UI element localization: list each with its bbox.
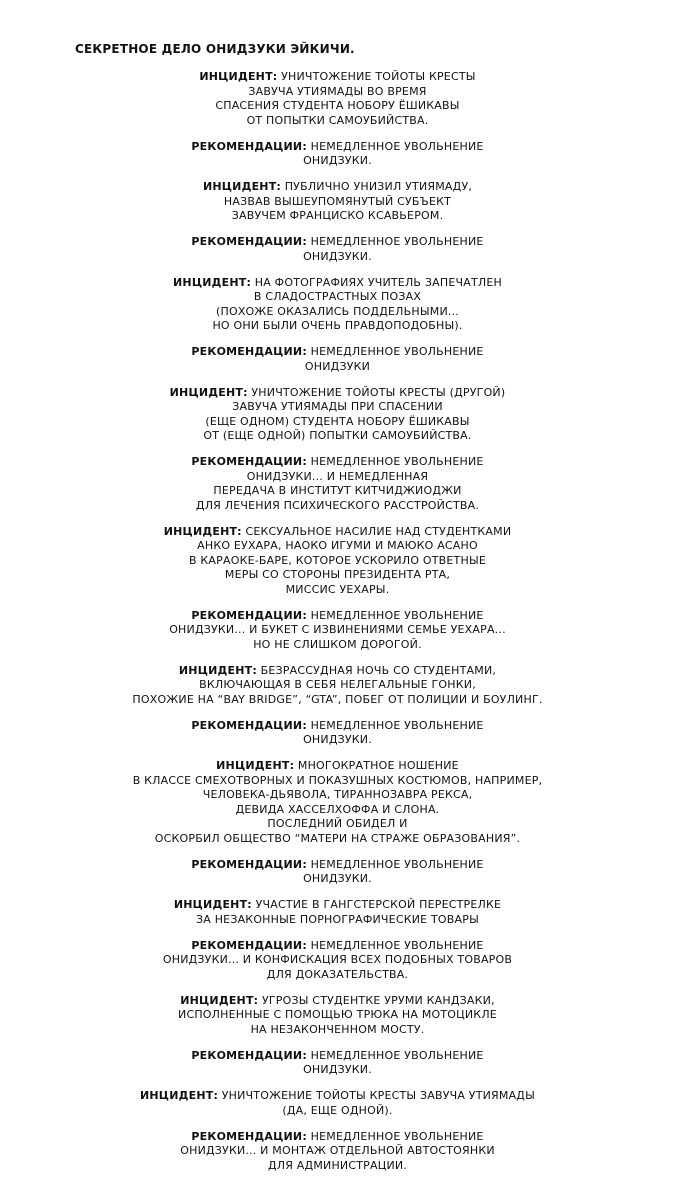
- recommendation-entry: [0, 719, 675, 748]
- incident-entry: [0, 664, 675, 708]
- incident-entry: [0, 70, 675, 128]
- incident-entry: [0, 180, 675, 224]
- entry-line: [0, 678, 675, 693]
- entry-text: НАЗВАВ ВЫШЕУПОМЯНУТЫЙ СУБЪЕКТ: [223, 194, 452, 208]
- entry-label: ИНЦИДЕНТ:: [178, 663, 257, 677]
- entry-label: РЕКОМЕНДАЦИИ:: [191, 718, 307, 732]
- entry-line: [0, 832, 675, 847]
- entry-text: НО ОНИ БЫЛИ ОЧЕНЬ ПРАВДОПОДОБНЫ).: [212, 319, 463, 332]
- document-title: СЕКРЕТНОЕ ДЕЛО ОНИДЗУКИ ЭЙКИЧИ.: [75, 42, 355, 56]
- entry-line: [0, 1159, 675, 1174]
- entry-line: [0, 429, 675, 444]
- entry-text: АНКО ЕУХАРА, НАОКО ИГУМИ И МАЮКО АСАНО: [197, 539, 478, 552]
- entry-text: НЕМЕДЛЕННОЕ УВОЛЬНЕНИЕ: [310, 608, 484, 622]
- recommendation-entry: [0, 1130, 675, 1174]
- entry-text: ПОСЛЕДНИЙ ОБИДЕЛ И: [267, 817, 408, 830]
- entry-line: [0, 114, 675, 129]
- entry-label: ИНЦИДЕНТ:: [173, 898, 252, 911]
- recommendation-entry: [0, 1049, 675, 1078]
- incident-entry: [0, 525, 675, 598]
- entry-text: БЕЗРАССУДНАЯ НОЧЬ СО СТУДЕНТАМИ,: [260, 663, 497, 677]
- entry-line: [0, 719, 675, 734]
- entry-text: (ПОХОЖЕ ОКАЗАЛИСЬ ПОДДЕЛЬНЫМИ...: [216, 304, 459, 318]
- entry-line: [0, 455, 675, 470]
- entry-text: СЕКСУАЛЬНОЕ НАСИЛИЕ НАД СТУДЕНТКАМИ: [245, 524, 512, 538]
- entry-line: [0, 913, 675, 928]
- entry-label: РЕКОМЕНДАЦИИ:: [191, 857, 307, 871]
- entry-line: [0, 1144, 675, 1159]
- entry-text: НЕМЕДЛЕННОЕ УВОЛЬНЕНИЕ: [310, 1048, 484, 1062]
- entry-text: ОНИДЗУКИ... И НЕМЕДЛЕННАЯ: [246, 469, 429, 483]
- entry-line: [0, 70, 675, 85]
- entry-text: В СЛАДОСТРАСТНЫХ ПОЗАХ: [253, 290, 422, 303]
- entry-text: (ДА, ЕЩЕ ОДНОЙ).: [282, 1103, 393, 1117]
- entry-label: РЕКОМЕНДАЦИИ:: [191, 455, 307, 468]
- entry-text: ОНИДЗУКИ: [304, 359, 371, 373]
- entry-line: [0, 140, 675, 155]
- entry-text: НА НЕЗАКОНЧЕННОМ МОСТУ.: [250, 1022, 425, 1036]
- entry-line: [0, 386, 675, 401]
- entry-line: [0, 85, 675, 100]
- entry-label: ИНЦИДЕНТ:: [169, 385, 248, 399]
- entry-text: ОНИДЗУКИ.: [303, 1063, 372, 1076]
- entry-text: ДЛЯ АДМИНИСТРАЦИИ.: [268, 1158, 407, 1172]
- entry-line: [0, 290, 675, 305]
- entry-line: [0, 319, 675, 334]
- entry-text: ЧЕЛОВЕКА-ДЬЯВОЛА, ТИРАННОЗАВРА РЕКСА,: [202, 788, 473, 801]
- entry-label: РЕКОМЕНДАЦИИ:: [191, 345, 307, 358]
- entry-line: [0, 609, 675, 624]
- entry-line: [0, 360, 675, 375]
- entry-text: ОСКОРБИЛ ОБЩЕСТВО “МАТЕРИ НА СТРАЖЕ ОБРАЗОВАНИЯ”.: [154, 831, 521, 845]
- entry-line: [0, 470, 675, 485]
- entry-line: [0, 733, 675, 748]
- entry-text: НЕМЕДЛЕННОЕ УВОЛЬНЕНИЕ: [310, 345, 484, 358]
- entry-line: [0, 803, 675, 818]
- entry-label: ИНЦИДЕНТ:: [202, 180, 281, 193]
- entry-text: НО НЕ СЛИШКОМ ДОРОГОЙ.: [253, 637, 422, 651]
- incident-entry: [0, 759, 675, 846]
- entry-text: ИСПОЛНЕННЫЕ С ПОМОЩЬЮ ТРЮКА НА МОТОЦИКЛЕ: [178, 1008, 497, 1021]
- entry-line: [0, 195, 675, 210]
- entry-line: [0, 872, 675, 887]
- entry-line: [0, 1049, 675, 1064]
- entry-text: НЕМЕДЛЕННОЕ УВОЛЬНЕНИЕ: [310, 938, 484, 952]
- entry-text: ПОХОЖИЕ НА “BAY BRIDGE”, “GTA”, ПОБЕГ ОТ ПОЛИЦИИ И БОУЛИНГ.: [132, 692, 543, 706]
- entry-line: [0, 250, 675, 265]
- entry-line: [0, 539, 675, 554]
- recommendation-entry: [0, 345, 675, 374]
- entry-line: [0, 953, 675, 968]
- entry-line: [0, 499, 675, 514]
- entry-line: [0, 525, 675, 540]
- entry-label: РЕКОМЕНДАЦИИ:: [191, 1129, 307, 1143]
- entry-text: ОТ (ЕЩЕ ОДНОЙ) ПОПЫТКИ САМОУБИЙСТВА.: [203, 429, 472, 442]
- entry-text: НА ФОТОГРАФИЯХ УЧИТЕЛЬ ЗАПЕЧАТЛЕН: [254, 275, 502, 289]
- entry-text: ЗА НЕЗАКОННЫЕ ПОРНОГРАФИЧЕСКИЕ ТОВАРЫ: [196, 912, 479, 926]
- entry-line: [0, 623, 675, 638]
- recommendation-entry: [0, 939, 675, 983]
- entry-text: МНОГОКРАТНОЕ НОШЕНИЕ: [297, 759, 459, 772]
- entry-line: [0, 968, 675, 983]
- entry-line: [0, 693, 675, 708]
- entry-line: [0, 774, 675, 789]
- entry-line: [0, 554, 675, 569]
- entry-label: РЕКОМЕНДАЦИИ:: [191, 938, 307, 952]
- recommendation-entry: [0, 858, 675, 887]
- entries-list: [0, 70, 675, 1185]
- entry-text: ДЛЯ ЛЕЧЕНИЯ ПСИХИЧЕСКОГО РАССТРОЙСТВА.: [195, 498, 480, 512]
- entry-line: [0, 1130, 675, 1145]
- entry-line: [0, 994, 675, 1009]
- entry-text: ДЛЯ ДОКАЗАТЕЛЬСТВА.: [266, 967, 409, 981]
- entry-label: ИНЦИДЕНТ:: [199, 70, 278, 83]
- recommendation-entry: [0, 609, 675, 653]
- entry-line: [0, 1063, 675, 1078]
- entry-text: ЗАВУЧА УТИЯМАДЫ ПРИ СПАСЕНИИ: [232, 400, 443, 413]
- entry-text: НЕМЕДЛЕННОЕ УВОЛЬНЕНИЕ: [310, 718, 484, 732]
- entry-text: ОНИДЗУКИ.: [303, 733, 372, 746]
- entry-line: [0, 1023, 675, 1038]
- entry-text: ЗАВУЧА УТИЯМАДЫ ВО ВРЕМЯ: [248, 84, 427, 98]
- entry-label: РЕКОМЕНДАЦИИ:: [191, 235, 307, 248]
- entry-text: ЗАВУЧЕМ ФРАНЦИСКО КСАВЬЕРОМ.: [231, 209, 444, 222]
- entry-text: ПЕРЕДАЧА В ИНСТИТУТ КИТЧИДЖИОДЖИ: [213, 484, 462, 497]
- entry-text: НЕМЕДЛЕННОЕ УВОЛЬНЕНИЕ: [310, 857, 484, 871]
- entry-text: ОТ ПОПЫТКИ САМОУБИЙСТВА.: [246, 113, 429, 127]
- entry-line: [0, 99, 675, 114]
- entry-label: ИНЦИДЕНТ:: [140, 1089, 219, 1102]
- entry-line: [0, 305, 675, 320]
- entry-line: [0, 415, 675, 430]
- entry-text: УНИЧТОЖЕНИЕ ТОЙОТЫ КРЕСТЫ ЗАВУЧА УТИЯМАДЫ: [221, 1089, 535, 1102]
- entry-line: [0, 1089, 675, 1104]
- entry-label: ИНЦИДЕНТ:: [180, 993, 259, 1007]
- recommendation-entry: [0, 455, 675, 513]
- entry-label: ИНЦИДЕНТ:: [216, 759, 295, 772]
- entry-text: ОНИДЗУКИ... И КОНФИСКАЦИЯ ВСЕХ ПОДОБНЫХ ТОВАРОВ: [162, 953, 513, 966]
- entry-line: [0, 1104, 675, 1119]
- entry-text: ОНИДЗУКИ.: [303, 154, 372, 167]
- entry-text: НЕМЕДЛЕННОЕ УВОЛЬНЕНИЕ: [310, 455, 484, 468]
- entry-text: УЧАСТИЕ В ГАНГСТЕРСКОЙ ПЕРЕСТРЕЛКЕ: [255, 898, 502, 911]
- incident-entry: [0, 994, 675, 1038]
- entry-line: [0, 638, 675, 653]
- entry-label: РЕКОМЕНДАЦИИ:: [191, 139, 307, 153]
- recommendation-entry: [0, 235, 675, 264]
- entry-text: ОНИДЗУКИ.: [303, 249, 372, 263]
- entry-text: НЕМЕДЛЕННОЕ УВОЛЬНЕНИЕ: [310, 1129, 484, 1143]
- entry-text: В КЛАССЕ СМЕХОТВОРНЫХ И ПОКАЗУШНЫХ КОСТЮМОВ, НАПРИМЕР,: [132, 773, 543, 787]
- entry-text: НЕМЕДЛЕННОЕ УВОЛЬНЕНИЕ: [310, 235, 484, 248]
- entry-text: НЕМЕДЛЕННОЕ УВОЛЬНЕНИЕ: [310, 139, 484, 153]
- entry-text: ДЕВИДА ХАССЕЛХОФФА И СЛОНА.: [235, 802, 440, 816]
- incident-entry: [0, 1089, 675, 1118]
- entry-text: (ЕЩЕ ОДНОМ) СТУДЕНТА НОБОРУ ЁШИКАВЫ: [205, 414, 470, 428]
- entry-line: [0, 235, 675, 250]
- entry-text: УГРОЗЫ СТУДЕНТКЕ УРУМИ КАНДЗАКИ,: [261, 993, 495, 1007]
- entry-line: [0, 484, 675, 499]
- entry-line: [0, 817, 675, 832]
- entry-line: [0, 583, 675, 598]
- entry-line: [0, 788, 675, 803]
- entry-line: [0, 898, 675, 913]
- entry-line: [0, 345, 675, 360]
- entry-line: [0, 939, 675, 954]
- entry-line: [0, 400, 675, 415]
- entry-line: [0, 209, 675, 224]
- entry-text: ВКЛЮЧАЮЩАЯ В СЕБЯ НЕЛЕГАЛЬНЫЕ ГОНКИ,: [199, 678, 476, 691]
- entry-text: В КАРАОКЕ-БАРЕ, КОТОРОЕ УСКОРИЛО ОТВЕТНЫЕ: [188, 553, 486, 567]
- entry-label: ИНЦИДЕНТ:: [173, 275, 252, 289]
- entry-text: МИССИС УЕХАРЫ.: [285, 582, 390, 596]
- entry-text: ОНИДЗУКИ... И БУКЕТ С ИЗВИНЕНИЯМИ СЕМЬЕ УЕХАРА...: [169, 623, 506, 636]
- recommendation-entry: [0, 140, 675, 169]
- entry-line: [0, 154, 675, 169]
- incident-entry: [0, 386, 675, 444]
- entry-line: [0, 759, 675, 774]
- entry-label: ИНЦИДЕНТ:: [163, 524, 242, 538]
- entry-line: [0, 664, 675, 679]
- entry-label: РЕКОМЕНДАЦИИ:: [191, 1048, 307, 1062]
- entry-line: [0, 276, 675, 291]
- entry-text: ОНИДЗУКИ.: [303, 872, 372, 885]
- entry-text: ПУБЛИЧНО УНИЗИЛ УТИЯМАДУ,: [284, 180, 473, 193]
- entry-line: [0, 180, 675, 195]
- entry-text: СПАСЕНИЯ СТУДЕНТА НОБОРУ ЁШИКАВЫ: [215, 99, 460, 112]
- entry-text: МЕРЫ СО СТОРОНЫ ПРЕЗИДЕНТА РТА,: [224, 568, 451, 581]
- entry-text: УНИЧТОЖЕНИЕ ТОЙОТЫ КРЕСТЫ (ДРУГОЙ): [251, 385, 506, 399]
- incident-entry: [0, 898, 675, 927]
- incident-entry: [0, 276, 675, 334]
- entry-line: [0, 1008, 675, 1023]
- entry-text: УНИЧТОЖЕНИЕ ТОЙОТЫ КРЕСТЫ: [281, 70, 476, 83]
- entry-line: [0, 568, 675, 583]
- entry-text: ОНИДЗУКИ... И МОНТАЖ ОТДЕЛЬНОЙ АВТОСТОЯНКИ: [180, 1144, 495, 1157]
- entry-label: РЕКОМЕНДАЦИИ:: [191, 608, 307, 622]
- entry-line: [0, 858, 675, 873]
